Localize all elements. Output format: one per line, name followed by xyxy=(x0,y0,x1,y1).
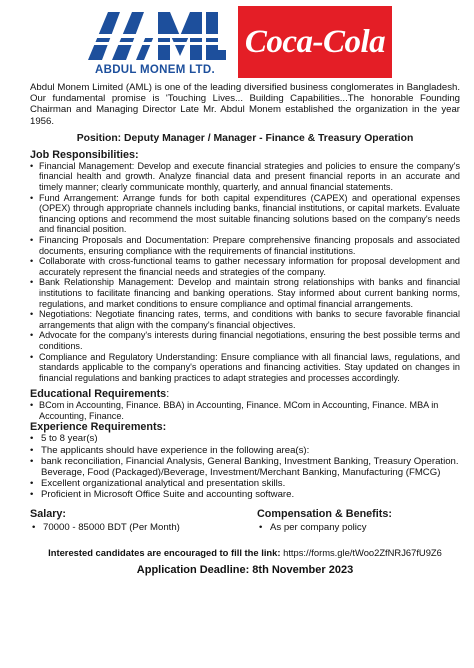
benefits-heading: Compensation & Benefits: xyxy=(257,507,392,520)
apply-prefix: Interested candidates are encouraged to fill the link: xyxy=(48,546,281,558)
list-item: • Advocate for the company's interests during financial negotiations, ensuring the best possible terms and conditions. xyxy=(30,330,460,351)
education-text: • BCom in Accounting, Finance. BBA) in Accounting, Finance. MCom in Accounting, Finance. MBA in Accounting, Finance. xyxy=(30,400,460,421)
apply-link[interactable]: https://forms.gle/tWoo2ZfNRJ67fU9Z6 xyxy=(283,546,442,558)
logo-header xyxy=(0,0,474,80)
position-title: Position: Deputy Manager / Manager - Finance & Treasury Operation xyxy=(76,132,414,144)
education-heading-text: Educational Requirements xyxy=(30,388,167,401)
list-item: • Proficient in Microsoft Office Suite and accounting software. xyxy=(30,489,460,500)
list-item: • Financial Management: Develop and execute financial strategies and policies to ensure the company's financial health and growth. Analyze financial data and present financial reports in an accurate and timely manner; clearly communicate monthly, quarterly, and annual financial statements. xyxy=(30,161,460,193)
list-item: • Collaborate with cross-functional teams to gather necessary information for proposal development and accurately represent the financial needs and strategies of the company. xyxy=(30,256,460,277)
aml-logo xyxy=(80,6,230,78)
salary-benefits-row xyxy=(30,508,460,542)
benefits-section xyxy=(257,508,457,533)
salary-heading: Salary: xyxy=(30,507,67,520)
list-item: • Fund Arrangement: Arrange funds for both capital expenditures (CAPEX) and operational expenses (OPEX) through appropriate channels including banks, financial institutions, or capital markets. Evaluate financing options and recommend the most suitable financing solutions based on the company's needs and financial position. xyxy=(30,193,460,235)
benefits-value: • As per company policy xyxy=(257,522,457,533)
company-intro: Abdul Monem Limited (AML) is one of the leading diversified business conglomerates in Bangladesh. Our fundamental promise is 'Touching Lives... Building Capabilities...The honorable Founding Chairman and Managing Director Late Mr. Abdul Monem established the organization in the year 1956. xyxy=(30,82,460,127)
benefits-list xyxy=(257,522,457,533)
experience-heading: Experience Requirements: xyxy=(30,421,167,434)
coca-cola-logo-text: Coca-Cola xyxy=(244,23,386,60)
list-item: • The applicants should have experience in the following area(s): xyxy=(30,445,460,456)
education-heading-colon: : xyxy=(166,388,170,401)
list-item: • Financing Proposals and Documentation: Prepare comprehensive financing proposals and associated documents, ensuring compliance with the requirements of financial institutions. xyxy=(30,235,460,256)
job-responsibilities-list xyxy=(30,161,460,383)
job-posting xyxy=(30,82,460,576)
salary-section xyxy=(30,508,240,533)
coca-cola-logo xyxy=(238,6,392,78)
aml-logo-text: ABDUL MONEM LTD. xyxy=(94,64,215,76)
application-deadline: Application Deadline: 8th November 2023 xyxy=(136,563,354,576)
job-responsibilities-heading: Job Responsibilities: xyxy=(30,148,139,161)
aml-logo-mark xyxy=(80,6,230,64)
salary-list xyxy=(30,522,240,533)
list-item: • Excellent organizational analytical and presentation skills. xyxy=(30,478,460,489)
salary-value: • 70000 - 85000 BDT (Per Month) xyxy=(30,522,240,533)
list-item: • 5 to 8 year(s) xyxy=(30,433,460,444)
list-item: • Bank Relationship Management: Develop and maintain strong relationships with banks and financial institutions to facilitate financing and banking operations. Stay informed about current banking norms, regulations, and market conditions to ensure compliance and optimal financial arrangements. xyxy=(30,277,460,309)
experience-list xyxy=(30,433,460,500)
education-heading xyxy=(30,388,460,400)
apply-instructions xyxy=(30,547,460,558)
list-item: • Negotiations: Negotiate financing rates, terms, and conditions with banks to secure favorable financial arrangements that align with the company's financial objectives. xyxy=(30,309,460,330)
list-item: • bank reconciliation, Financial Analysis, General Banking, Investment Banking, Treasury Operation. Beverage, Food (Packaged)/Beverage, Investment/Merchant Banking, Manufacturing (FMCG) xyxy=(30,456,460,478)
list-item: • Compliance and Regulatory Understanding: Ensure compliance with all financial laws, regulations, and standards applicable to the company's operations and financing activities. Stay updated on changes in financial regulations and banking practices to adapt strategies and processes accordingly. xyxy=(30,352,460,384)
